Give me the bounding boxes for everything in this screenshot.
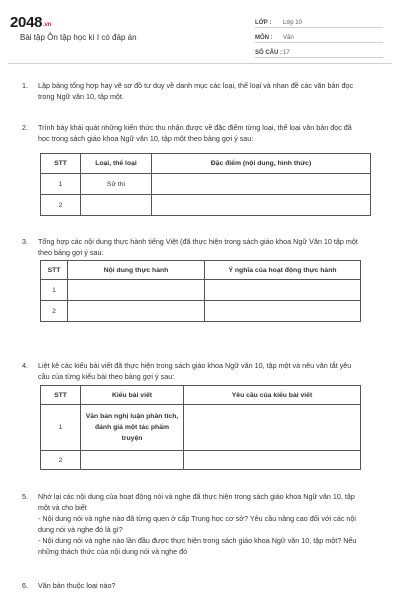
table-row [41,195,371,216]
column-header: Loại, thể loại [81,154,152,174]
question-text: Tổng hợp các nội dung thực hành tiếng Việt (đã thực hiện trong sách giáo khoa Ngữ Văn 10 tập một theo bảng gợi ý sau: [38,237,358,257]
logo-text: 2048 [10,14,43,31]
question-5 [22,491,362,557]
question-2 [22,122,362,144]
column-header: STT [41,154,81,174]
table-cell [81,195,152,216]
column-header: Ý nghĩa của hoạt động thực hành [205,261,361,280]
table-cell [81,451,184,470]
table-row [41,301,361,322]
meta-label: MÔN : [255,35,273,41]
table-cell: Sử thi [81,174,152,195]
question-number: 6. [22,581,28,590]
table-row [41,280,361,301]
table-cell [184,405,361,451]
question-1 [22,80,362,102]
column-header: Yêu cầu của kiểu bài viết [184,386,361,405]
meta-row-count [255,46,383,58]
column-header: Đặc điểm (nội dung, hình thức) [152,154,371,174]
column-header: Kiểu bài viết [81,386,184,405]
question-text: Liệt kê các kiểu bài viết đã thực hiện trong sách giáo khoa Ngữ văn 10, tập một và nêu văn tắt yêu cầu của từng kiểu bài theo bảng gợi ý sau: [38,361,352,381]
site-logo[interactable] [10,14,51,31]
meta-label: SỐ CÂU : [255,50,282,56]
column-header: Nội dung thực hành [68,261,205,280]
question-3 [22,236,362,258]
meta-value: 17 [283,50,290,56]
column-header: STT [41,386,81,405]
table-header-row [41,386,361,405]
question-number: 2. [22,123,28,132]
document-meta [255,16,383,61]
question-6 [22,580,362,591]
table-cell: 2 [41,301,68,322]
header-divider [8,63,392,64]
table-writing-types [40,385,361,470]
table-cell [184,451,361,470]
table-cell [205,301,361,322]
table-cell: 1 [41,174,81,195]
meta-row-subject [255,31,383,43]
meta-label: LỚP : [255,20,272,26]
question-text: Văn bản thuộc loại nào? [38,581,116,590]
logo-domain: .vn [43,22,51,28]
table-cell [152,195,371,216]
table-cell [68,280,205,301]
table-cell [152,174,371,195]
table-row [41,174,371,195]
meta-value: Lớp 10 [283,20,302,26]
question-4 [22,360,362,382]
table-cell: 1 [41,280,68,301]
document-title: Bài tập Ôn tập học kì I có đáp án [20,33,137,42]
question-number: 1. [22,81,28,90]
question-text: Trình bày khái quát những kiến thức thu nhận được về đặc điểm từng loại, thể loại văn bản đọc đã học trong sách giáo khoa Ngữ văn 10, tập một theo bảng gợi ý sau: [38,123,352,143]
question-number: 4. [22,361,28,370]
table-cell [68,301,205,322]
table-cell: Văn bản nghị luận phân tích, đánh giá một tác phẩm truyện [81,405,184,451]
table-cell: 2 [41,451,81,470]
meta-value: Văn [283,35,294,41]
table-cell: 1 [41,405,81,451]
question-subitem: - Nội dung nói và nghe nào lần đầu được thực hiện trong sách giáo khoa Ngữ văn 10, tập một? Nếu những thách thức của nội dung nói và nghe đó [38,536,357,556]
table-cell [205,280,361,301]
table-row [41,405,361,451]
meta-row-class [255,16,383,28]
question-text: Nhớ lại các nội dung của hoạt động nói và nghe đã thực hiện trong sách giáo khoa Ngữ văn 10, tập một và cho biết [38,492,355,512]
question-number: 5. [22,492,28,501]
table-row [41,451,361,470]
question-subitem: - Nội dung nói và nghe nào đã từng quen ở cấp Trung học cơ sở? Yêu cầu nâng cao đối với các nội dung nói và nghe đó là gì? [38,514,357,534]
table-header-row [41,261,361,280]
table-cell: 2 [41,195,81,216]
question-number: 3. [22,237,28,246]
table-header-row [41,154,371,174]
question-text: Lập bảng tổng hợp hay vẽ sơ đồ tư duy về danh mục các loại, thể loại và nhan đề các văn bản đọc trong Ngữ văn 10, tập một. [38,81,354,101]
column-header: STT [41,261,68,280]
table-types-features [40,153,371,216]
table-vietnamese-practice [40,260,361,322]
